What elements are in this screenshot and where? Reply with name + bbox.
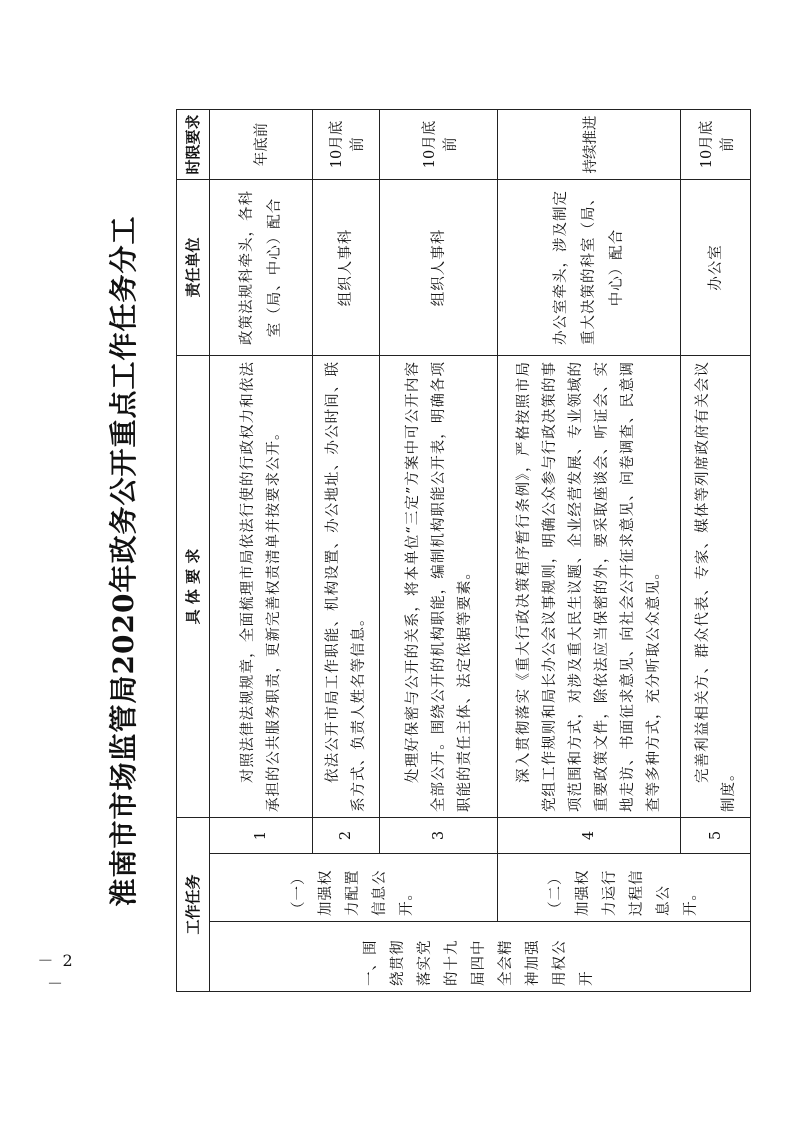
header-requirements: 具 体 要 求 (177, 356, 210, 818)
page-number: － 2 － (37, 951, 75, 993)
table-row (209, 110, 312, 992)
sub-task: （二）加强权力运行过程信息公开。 (498, 854, 751, 922)
row-requirement: 对照法律法规规章，全面梳理市局依法行使的行政权力和依法承担的公共服务职责，更新完善权责清单并按要求公开。 (209, 356, 312, 818)
row-requirement: 处理好保密与公开的关系，将本单位“三定”方案中可公开内容全部公开。围绕公开的机构职能，编制机构职能公开表，明确各项职能的责任主体、法定依据等要素。 (380, 356, 498, 818)
row-unit: 办公室牵头，涉及制定重大决策的科室（局、中心）配合 (498, 180, 681, 356)
row-number: 1 (209, 818, 312, 854)
main-task: 一、围绕贯彻落实党的十九届四中全会精神加强用权公开 (209, 922, 750, 992)
table-row (498, 110, 681, 992)
row-requirement: 依法公开市局工作职能、机构设置、办公地址、办公时间、联系方式、负责人姓名等信息。 (312, 356, 379, 818)
row-unit: 组织人事科 (312, 180, 379, 356)
row-unit: 组织人事科 (380, 180, 498, 356)
row-deadline: 10月底前 (380, 110, 498, 180)
task-table (176, 109, 751, 992)
header-work-task: 工作任务 (177, 818, 210, 992)
sub-task: （一）加强权力配置信息公开。 (209, 854, 498, 922)
table-header-row (177, 110, 210, 992)
row-number: 3 (380, 818, 498, 854)
row-requirement: 完善利益相关方、群众代表、专家、媒体等列席政府有关会议制度。 (681, 356, 751, 818)
header-deadline: 时限要求 (177, 110, 210, 180)
header-responsible-unit: 责任单位 (177, 180, 210, 356)
row-number: 5 (681, 818, 751, 854)
row-deadline: 10月底前 (681, 110, 751, 180)
row-number: 2 (312, 818, 379, 854)
row-requirement: 深入贯彻落实《重大行政决策程序暂行条例》，严格按照市局党组工作规则和局长办公会议事规则，明确公众参与行政决策的事项范围和方式，对涉及重大民生议题、企业经营发展、专业领域的重要政策文件，除依法应当保密的外，要采取座谈会、听证会、实地走访、书面征求意见、向社会公开征求意见、问卷调查、民意调查等多种方式，充分听取公众意见。 (498, 356, 681, 818)
row-number: 4 (498, 818, 681, 854)
row-deadline: 10月底前 (312, 110, 379, 180)
document-title: 淮南市市场监管局2020年政务公开重点工作任务分工 (107, 215, 140, 907)
row-unit: 办公室 (681, 180, 751, 356)
row-unit: 政策法规科牵头，各科室（局、中心）配合 (209, 180, 312, 356)
row-deadline: 年底前 (209, 110, 312, 180)
row-deadline: 持续推进 (498, 110, 681, 180)
